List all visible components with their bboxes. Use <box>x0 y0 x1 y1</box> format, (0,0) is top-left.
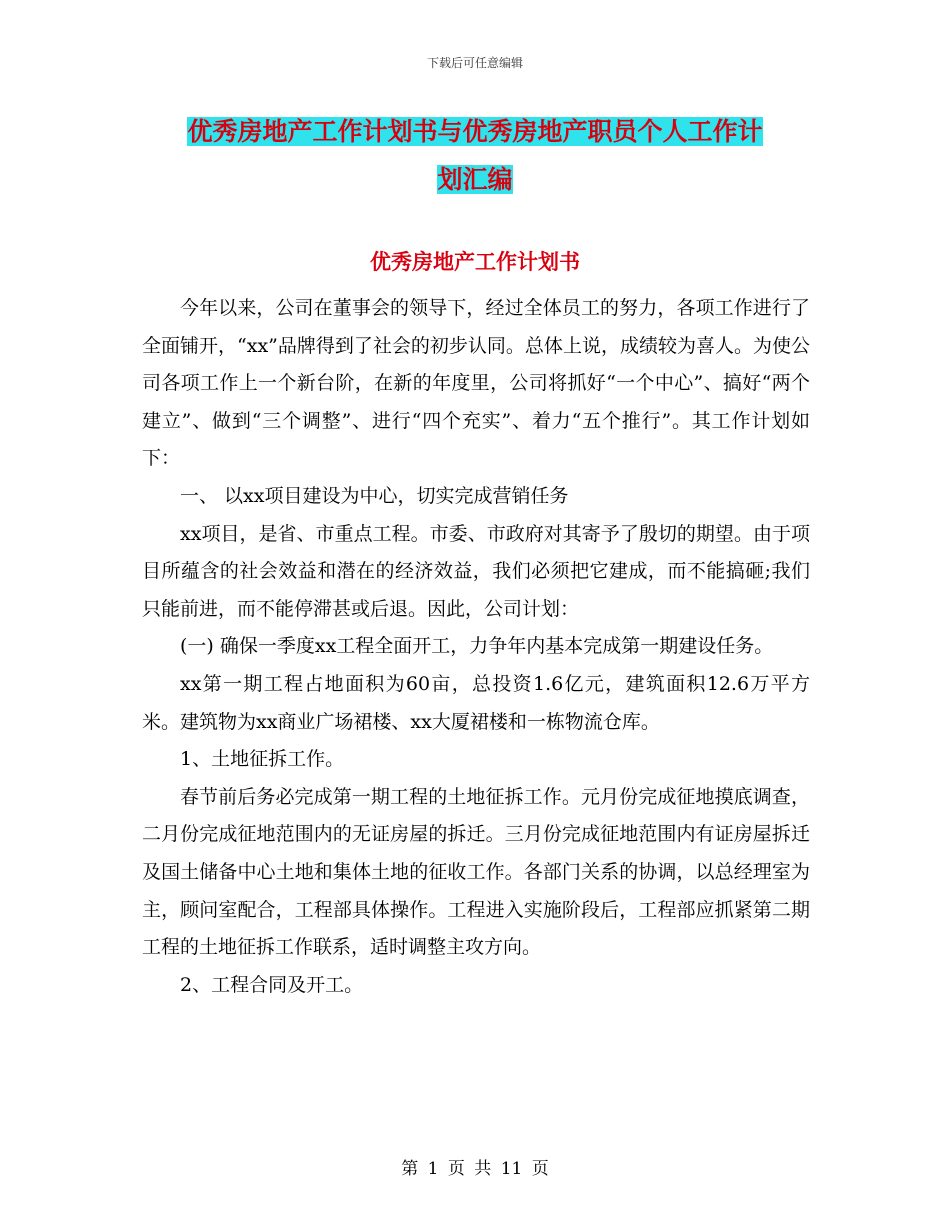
paragraph: 春节前后务必完成第一期工程的土地征拆工作。元月份完成征地摸底调查，二月份完成征地范围内的无证房屋的拆迁。三月份完成征地范围内有证房屋拆迁及国土储备中心土地和集体土地的征收工作。各部门关系的协调，以总经理室为主，顾问室配合，工程部具体操作。工程进入实施阶段后，工程部应抓紧第二期工程的土地征拆工作联系，适时调整主攻方向。 <box>142 785 810 959</box>
title-line-1: 优秀房地产工作计划书与优秀房地产职员个人工作计 <box>187 117 763 146</box>
document-title <box>150 108 800 204</box>
paragraph: 一、 以xx项目建设为中心，切实完成营销任务 <box>180 484 569 507</box>
paragraph: (一) 确保一季度xx工程全面开工，力争年内基本完成第一期建设任务。 <box>180 635 774 658</box>
page-footer: 第 1 页 共 11 页 <box>401 1159 549 1179</box>
section-title: 优秀房地产工作计划书 <box>370 249 580 274</box>
document-body <box>142 290 810 1004</box>
paragraph: 今年以来，公司在董事会的领导下，经过全体员工的努力，各项工作进行了全面铺开，“xx”品牌得到了社会的初步认同。总体上说，成绩较为喜人。为使公司各项工作上一个新台阶，在新的年度里，公司将抓好“一个中心”、搞好“两个建立”、做到“三个调整”、进行“四个充实”、着力“五个推行”。其工作计划如下： <box>142 297 810 470</box>
paragraph: 2、工程合同及开工。 <box>180 973 364 996</box>
paragraph: xx项目，是省、市重点工程。市委、市政府对其寄予了殷切的期望。由于项目所蕴含的社会效益和潜在的经济效益，我们必须把它建成，而不能搞砸;我们只能前进，而不能停滞甚或后退。因此，公司计划： <box>142 522 810 620</box>
paragraph: 1、土地征拆工作。 <box>180 748 345 771</box>
title-line-2: 划汇编 <box>437 165 513 194</box>
paragraph: xx第一期工程占地面积为60亩，总投资1.6亿元，建筑面积12.6万平方米。建筑物为xx商业广场裙楼、xx大厦裙楼和一栋物流仓库。 <box>142 672 810 733</box>
header-note: 下载后可任意编辑 <box>426 56 523 70</box>
